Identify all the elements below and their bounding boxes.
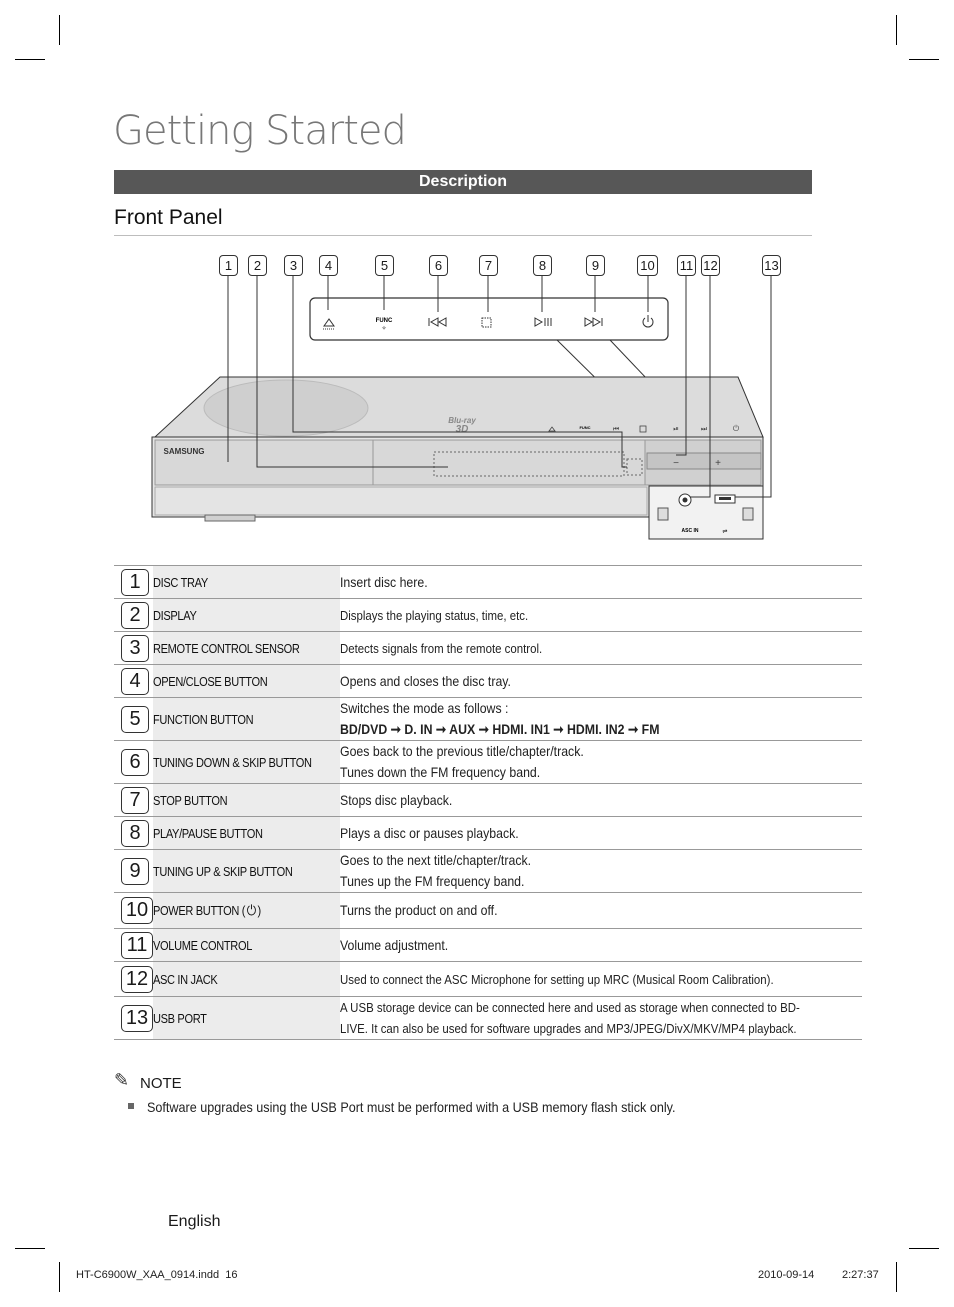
table-row xyxy=(114,817,862,850)
row-desc: Switches the mode as follows : xyxy=(339,700,509,716)
bluray-logo: Blu-ray xyxy=(448,416,476,425)
row-number: 2 xyxy=(121,602,149,629)
table-row xyxy=(114,599,862,632)
table-row xyxy=(114,784,862,817)
row-desc: Tunes up the FM frequency band. xyxy=(339,873,525,889)
table-row xyxy=(114,962,862,997)
func-label: FUNC xyxy=(375,318,393,324)
brand-logo: SAMSUNG xyxy=(163,447,205,456)
row-name: USB PORT xyxy=(153,1010,207,1026)
row-name: ASC IN JACK xyxy=(153,971,218,987)
row-desc: Turns the product on and off. xyxy=(339,902,498,918)
row-desc: Detects signals from the remote control. xyxy=(339,640,542,656)
row-name: FUNCTION BUTTON xyxy=(153,711,254,727)
usb-icon: ⇌ xyxy=(722,528,728,535)
row-desc: Goes to the next title/chapter/track. xyxy=(339,852,531,868)
row-name: TUNING UP & SKIP BUTTON xyxy=(153,863,293,879)
description-table xyxy=(114,565,862,1040)
row-desc: Tunes down the FM frequency band. xyxy=(339,764,540,780)
row-desc: Displays the playing status, time, etc. xyxy=(339,607,528,623)
table-row xyxy=(114,698,862,741)
callout-7: 7 xyxy=(479,255,498,276)
row-name: PLAY/PAUSE BUTTON xyxy=(153,825,263,841)
crop-mark xyxy=(896,15,897,45)
crop-mark xyxy=(15,59,45,60)
table-row xyxy=(114,997,862,1040)
row-desc: Insert disc here. xyxy=(339,573,428,590)
row-desc: Goes back to the previous title/chapter/track. xyxy=(339,743,584,759)
crop-mark xyxy=(59,15,60,45)
table-row xyxy=(114,893,862,929)
callout-1: 1 xyxy=(219,255,238,276)
row-desc-mode-sequence: BD/DVD ➞ D. IN ➞ AUX ➞ HDMI. IN1 ➞ HDMI. IN2 ➞ FM xyxy=(339,721,660,737)
row-number: 13 xyxy=(121,1005,153,1032)
callout-2: 2 xyxy=(248,255,267,276)
power-icon: ⏻ xyxy=(732,424,740,433)
subheading: Front Panel xyxy=(114,206,223,229)
row-number: 3 xyxy=(121,635,149,662)
callout-10: 10 xyxy=(637,255,658,276)
row-number: 8 xyxy=(121,820,149,847)
volume-plus: + xyxy=(715,458,721,469)
callout-12: 12 xyxy=(701,255,720,276)
row-desc: Stops disc playback. xyxy=(339,791,453,808)
skip-forward-icon: ⏭ xyxy=(700,425,708,433)
row-number: 1 xyxy=(121,569,149,596)
note-item: Software upgrades using the USB Port must be performed with a USB memory flash stick only. xyxy=(147,1099,676,1115)
row-desc: LIVE. It can also be used for software upgrades and MP3/JPEG/DivX/MKV/MP4 playback. xyxy=(339,1021,797,1036)
table-row xyxy=(114,850,862,893)
row-number: 6 xyxy=(121,749,149,776)
logo-3d: 3D xyxy=(455,424,469,435)
row-name: VOLUME CONTROL xyxy=(153,937,253,953)
play-pause-icon: ⏯ xyxy=(673,425,679,433)
section-bar: Description xyxy=(114,170,812,194)
table-row xyxy=(114,566,862,599)
volume-minus: − xyxy=(673,458,679,469)
zoom-leader xyxy=(610,340,648,380)
pencil-icon: ✎ xyxy=(114,1070,130,1091)
callout-3: 3 xyxy=(284,255,303,276)
crop-mark xyxy=(909,59,939,60)
row-number: 9 xyxy=(121,858,149,885)
func-label: FUNC xyxy=(579,425,591,430)
row-number: 5 xyxy=(121,706,149,733)
power-icon: ⏻ xyxy=(246,902,256,919)
table-row xyxy=(114,929,862,962)
page-title: Getting Started xyxy=(113,108,406,154)
row-number: 7 xyxy=(121,787,149,814)
subheading-rule xyxy=(114,235,812,236)
callout-8: 8 xyxy=(533,255,552,276)
callout-9: 9 xyxy=(586,255,605,276)
footer-language: English xyxy=(168,1213,221,1230)
row-number: 10 xyxy=(121,897,153,924)
row-number: 12 xyxy=(121,966,153,993)
row-desc: Volume adjustment. xyxy=(339,936,448,953)
callout-5: 5 xyxy=(375,255,394,276)
front-panel-illustration xyxy=(0,240,954,550)
button-strip-zoom xyxy=(310,298,668,340)
func-dot-icon: ✧ xyxy=(381,325,387,332)
row-desc: Opens and closes the disc tray. xyxy=(339,672,511,689)
row-desc: Used to connect the ASC Microphone for setting up MRC (Musical Room Calibration). xyxy=(339,971,774,987)
row-name: OPEN/CLOSE BUTTON xyxy=(153,673,268,689)
row-name: TUNING DOWN & SKIP BUTTON xyxy=(153,754,312,770)
skip-back-icon: ⏮ xyxy=(612,425,620,433)
volume-control xyxy=(647,453,761,469)
row-number: 11 xyxy=(121,932,153,959)
callout-11: 11 xyxy=(677,255,696,276)
bullet-icon xyxy=(128,1103,134,1109)
row-name: DISPLAY xyxy=(153,607,197,623)
table-row xyxy=(114,741,862,784)
row-name: STOP BUTTON xyxy=(153,792,228,808)
disc-lid xyxy=(204,380,368,436)
crop-mark xyxy=(896,1262,897,1292)
row-name: POWER BUTTON ( ⏻ ) xyxy=(153,902,261,919)
asc-in-label: ASC IN xyxy=(681,528,699,534)
table-row xyxy=(114,632,862,665)
callout-13: 13 xyxy=(762,255,781,276)
display-panel xyxy=(373,440,645,485)
note-label: NOTE xyxy=(140,1075,182,1092)
crop-mark xyxy=(15,1248,45,1249)
crop-mark xyxy=(909,1248,939,1249)
row-desc: Plays a disc or pauses playback. xyxy=(339,824,519,841)
footer-date: 2010-09-14 xyxy=(758,1269,815,1281)
callout-6: 6 xyxy=(429,255,448,276)
row-number: 4 xyxy=(121,668,149,695)
callout-4: 4 xyxy=(319,255,338,276)
row-name: REMOTE CONTROL SENSOR xyxy=(153,640,300,656)
footer-time: 2:27:37 xyxy=(842,1269,879,1281)
footer-file: HT-C6900W_XAA_0914.indd 16 xyxy=(76,1269,238,1281)
table-row xyxy=(114,665,862,698)
crop-mark xyxy=(59,1262,60,1292)
row-desc: A USB storage device can be connected here and used as storage when connected to BD- xyxy=(339,1000,800,1015)
row-name: DISC TRAY xyxy=(153,574,208,590)
